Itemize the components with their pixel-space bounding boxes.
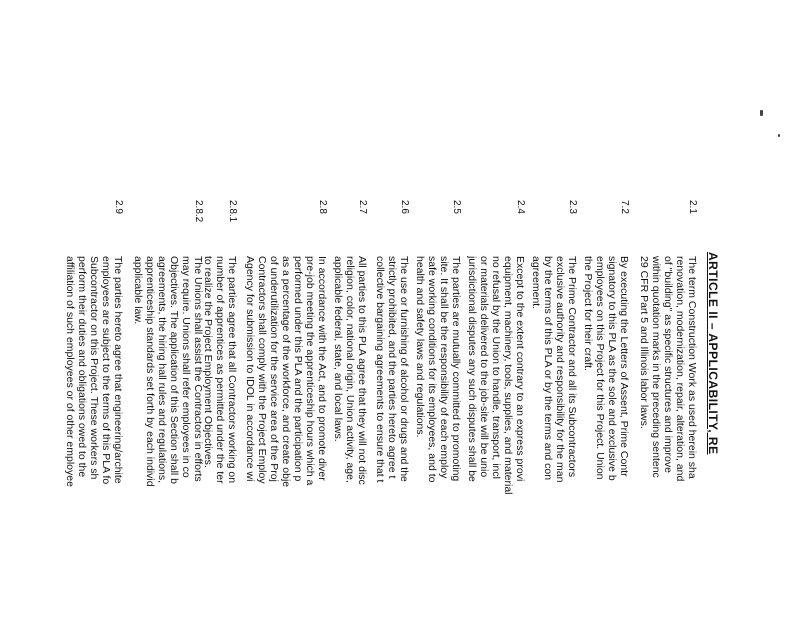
text-line: Except to the extent contrary to an express provi	[514, 256, 526, 482]
section-number: 2.8.2	[193, 200, 204, 223]
section-text	[132, 256, 204, 618]
text-line: affiliation of such employees or of other employee	[64, 256, 76, 487]
text-line: Objectives. The application of this Section shall b	[168, 256, 180, 485]
text-line: Subcontractor on this Project. These workers sh	[88, 256, 100, 480]
text-line: collective bargaining agreements to ensure that t	[374, 256, 386, 483]
text-line: to realize the Project Employment Objectives.	[202, 256, 214, 468]
section-number: 2.8.1	[227, 200, 238, 223]
section-number: 2.3	[567, 200, 578, 214]
text-line: health and safety laws and regulations.	[414, 256, 426, 438]
section-text	[466, 256, 526, 618]
text-line: renovation, modernization, repair, alteration, and	[674, 256, 686, 482]
text-line: exclusive authority and responsibility for the man	[554, 256, 566, 483]
text-line: The parties agree that all Contractors working on	[226, 256, 238, 484]
text-line: Agency for submission to IDOL in accordance wi	[244, 256, 256, 482]
text-line: By executing the Letters of Assent, Prime Contr	[618, 256, 630, 477]
section-text	[638, 256, 698, 618]
text-line: The term Construction Work as used herein sha	[686, 256, 698, 479]
section-text	[414, 256, 462, 618]
text-line: within quotation marks in the preceding sentenc	[650, 256, 662, 478]
text-line: All parties to this PLA agree that they will not disc	[356, 256, 368, 485]
text-line: employees on this Project for this Project. Union	[594, 256, 606, 480]
section-text	[530, 256, 578, 618]
section-number: 2.9	[113, 200, 124, 214]
text-line: apprenticeship standards set forth by each individ	[144, 256, 156, 487]
text-line: the Project for their craft.	[582, 256, 594, 371]
section-text	[374, 256, 410, 618]
section-number: 2.6	[399, 200, 410, 214]
text-line: as a percentage of the workforce, and create obje	[280, 256, 292, 488]
text-line: of "building" as specific structures and improve	[662, 256, 674, 473]
section-text	[64, 256, 124, 618]
text-line: The parties are mutually committed to promoting	[450, 256, 462, 482]
text-line: agreement.	[530, 256, 542, 310]
text-line: or materials delivered to the job-site will be unio	[478, 256, 490, 478]
section-text	[244, 256, 328, 618]
text-line: applicable law.	[132, 256, 144, 325]
text-line: strictly prohibited, and the parties hereto agree t	[386, 256, 398, 479]
text-line: may require. Unions shall refer employees in co	[180, 256, 192, 478]
section-number: 7.2	[619, 200, 630, 214]
text-line: safe working conditions for its employees, and to	[426, 256, 438, 483]
section-text	[582, 256, 630, 618]
article-heading: ARTICLE II – APPLICABILITY, RE	[706, 252, 720, 455]
text-line: The use or furnishing of alcohol or drugs and the	[398, 256, 410, 482]
section-number: 2.8	[317, 200, 328, 214]
text-line: signatory to this PLA as the sole and exclusive b	[606, 256, 618, 481]
text-line: agreements, the hiring hall rules and regulations,	[156, 256, 168, 484]
scan-speck	[760, 110, 763, 116]
text-line: 29 CFR Part 5 and Illinois labor laws.	[638, 256, 650, 429]
text-line: The Prime Contractor and all its Subcontractors	[566, 256, 578, 478]
rotated-document	[64, 200, 720, 618]
text-line: performed under this PLA and the participation p	[292, 256, 304, 482]
text-line: The Unions shall assist the Contractors in efforts	[192, 256, 204, 482]
text-line: applicable federal, state, and local laws.	[332, 256, 344, 442]
text-line: In accordance with the Act, and to promote diver	[316, 256, 328, 481]
section-text	[332, 256, 368, 618]
section-number: 2.4	[515, 200, 526, 214]
section-number: 2.5	[451, 200, 462, 214]
text-line: jurisdictional disputes any such disputes shall be	[466, 256, 478, 482]
text-line: employees are subject to the terms of this PLA fo	[100, 256, 112, 485]
text-line: by the terms of this PLA or by the terms and con	[542, 256, 554, 481]
text-line: Contractors shall comply with the Project Employ	[256, 256, 268, 484]
text-line: equipment, machinery, tools, supplies, and material	[502, 256, 514, 495]
section-number: 2.1	[687, 200, 698, 214]
text-line: number of apprentices as permitted under the ter	[214, 256, 226, 484]
scan-speck	[778, 134, 780, 137]
text-line: site. It shall be the responsibility of each employ	[438, 256, 450, 479]
section-number: 2.7	[357, 200, 368, 214]
text-line: The parties hereto agree that engineering/archite	[112, 256, 124, 484]
text-line: pre-job meeting the apprenticeship hours which a	[304, 256, 316, 486]
text-line: perform their duties and obligations owed to the	[76, 256, 88, 478]
text-line: religion, color, national origin, Union activity, age,	[344, 256, 356, 483]
text-line: of underutilization for the service area of the Proj	[268, 256, 280, 482]
section-text	[202, 256, 238, 618]
text-line: no refusal by the Union to handle, transport, incl	[490, 256, 502, 479]
